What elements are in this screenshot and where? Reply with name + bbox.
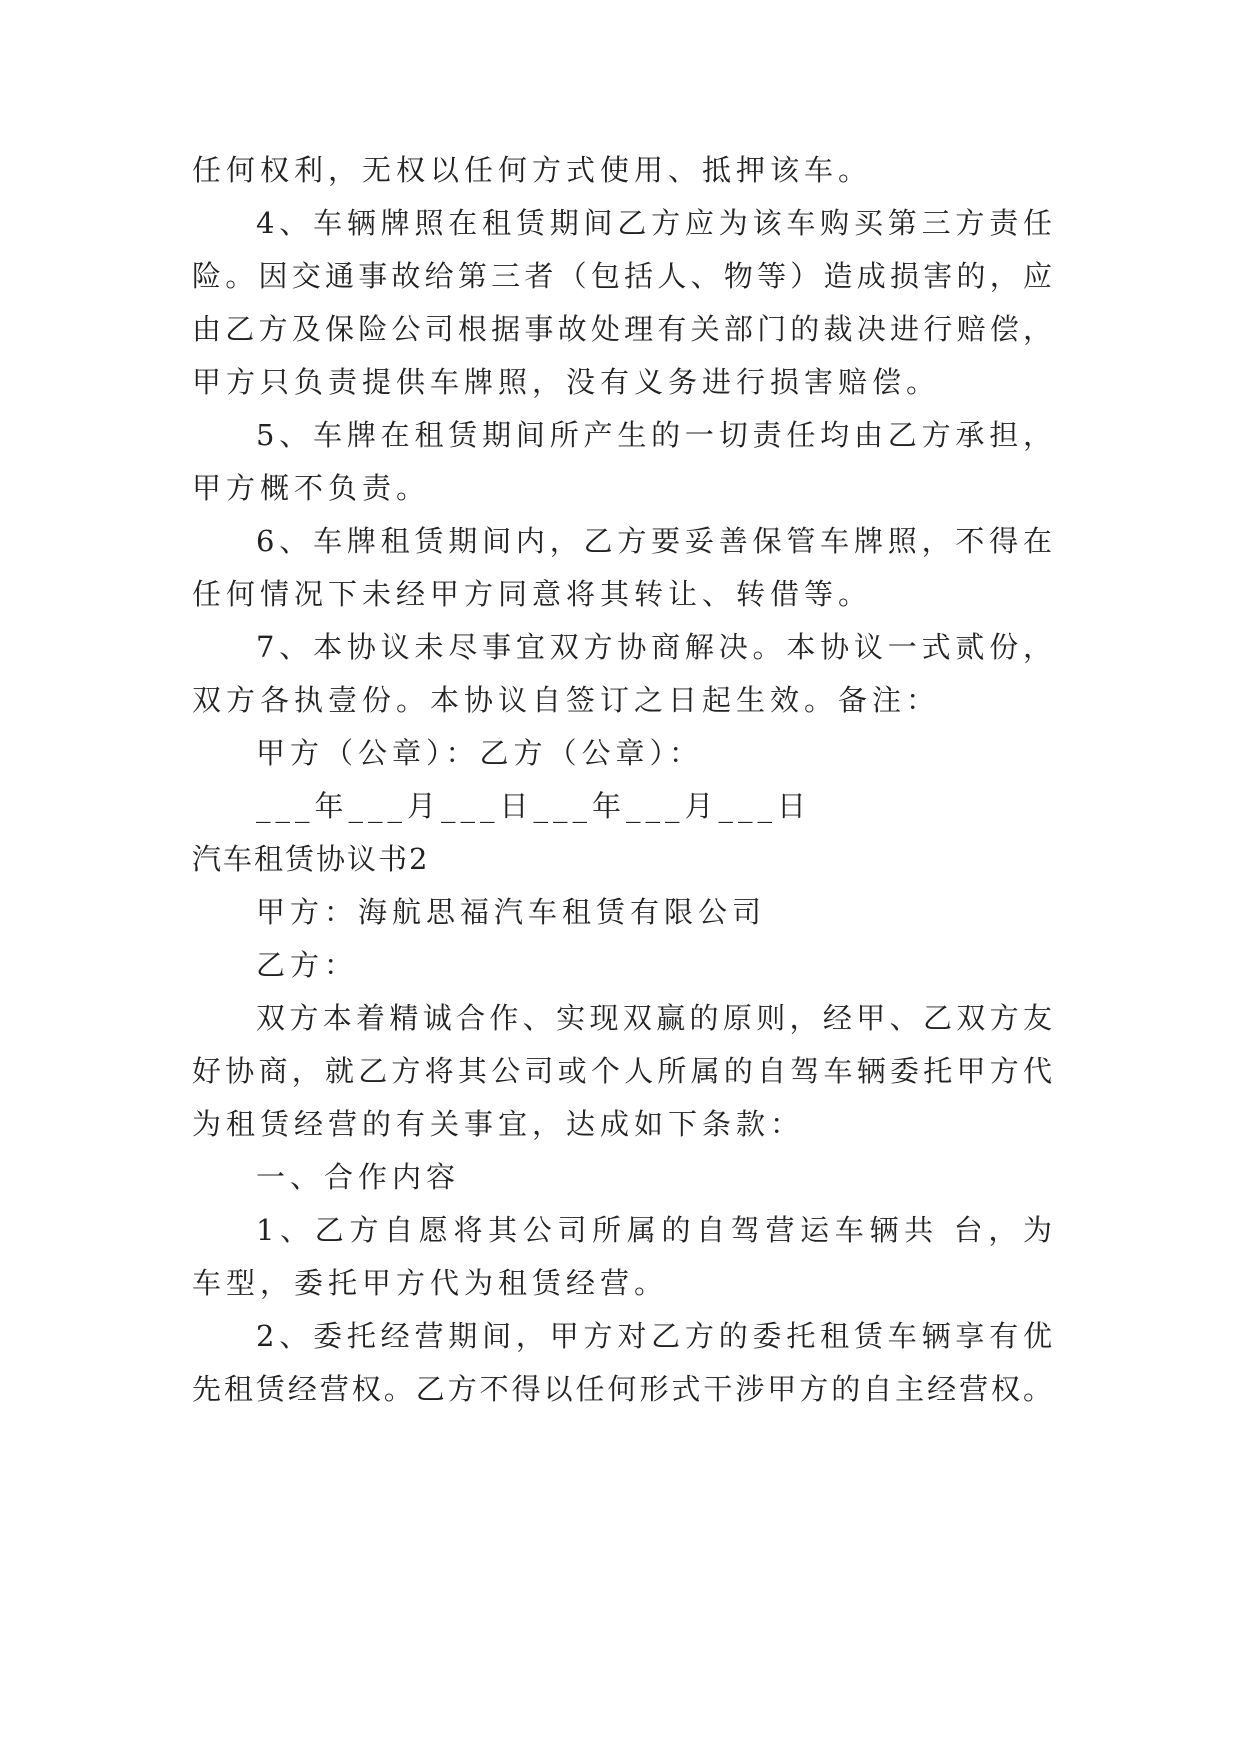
text-line: 甲方概不负责。 xyxy=(192,471,431,505)
text-line: 5、车牌在租赁期间所产生的一切责任均由乙方承担， xyxy=(256,418,1052,452)
date-line: ___年___月___日___年___月___日 xyxy=(256,789,812,823)
text-line: 为租赁经营的有关事宜，达成如下条款： xyxy=(192,1107,805,1141)
signature-line: 甲方（公章）：乙方（公章）： xyxy=(256,736,704,770)
text-line: 双方各执壹份。本协议自签订之日起生效。备注： xyxy=(192,683,941,717)
text-line: 任何权利，无权以任何方式使用、抵押该车。 xyxy=(192,153,873,187)
text-line: 任何情况下未经甲方同意将其转让、转借等。 xyxy=(192,577,873,611)
text-line: 1、乙方自愿将其公司所属的自驾营运车辆共 台，为 xyxy=(256,1213,1052,1247)
section-title: 汽车租赁协议书2 xyxy=(192,842,430,876)
text-line: 4、车辆牌照在租赁期间乙方应为该车购买第三方责任 xyxy=(256,206,1052,240)
party-a-line: 甲方：海航思福汽车租赁有限公司 xyxy=(256,895,767,929)
text-line: 6、车牌租赁期间内，乙方要妥善保管车牌照，不得在 xyxy=(256,524,1052,558)
text-line: 甲方只负责提供车牌照，没有义务进行损害赔偿。 xyxy=(192,365,941,399)
text-line: 险。因交通事故给第三者（包括人、物等）造成损害的，应 xyxy=(192,259,1052,293)
text-line: 好协商，就乙方将其公司或个人所属的自驾车辆委托甲方代 xyxy=(192,1054,1052,1088)
text-line: 2、委托经营期间，甲方对乙方的委托租赁车辆享有优 xyxy=(256,1319,1052,1353)
text-line: 7、本协议未尽事宜双方协商解决。本协议一式贰份， xyxy=(256,630,1052,664)
text-line: 双方本着精诚合作、实现双赢的原则，经甲、乙双方友 xyxy=(256,1001,1052,1035)
text-line: 车型，委托甲方代为租赁经营。 xyxy=(192,1266,669,1300)
party-b-line: 乙方： xyxy=(256,948,359,982)
text-line: 先租赁经营权。乙方不得以任何形式干涉甲方的自主经营权。 xyxy=(192,1372,1052,1406)
clause-heading: 一、合作内容 xyxy=(256,1160,461,1194)
text-line: 由乙方及保险公司根据事故处理有关部门的裁决进行赔偿， xyxy=(192,312,1052,346)
